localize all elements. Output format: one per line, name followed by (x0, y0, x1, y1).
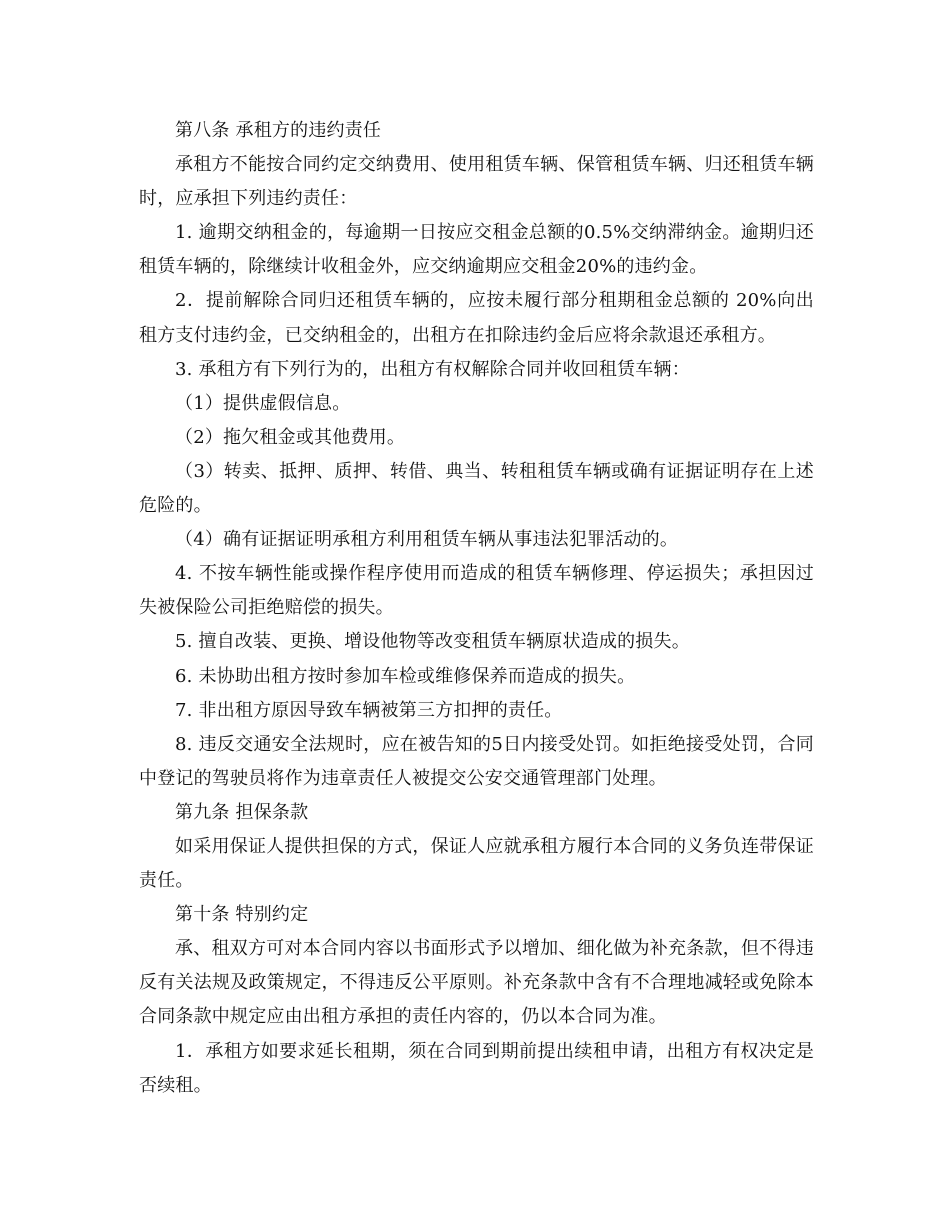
article-8-heading: 第八条 承租方的违约责任 (175, 120, 382, 141)
article-9-body: 如采用保证人提供担保的方式，保证人应就承租方履行本合同的义务负连带保证责任。 (139, 835, 814, 892)
article-10-body: 承、租双方可对本合同内容以书面形式予以增加、细化做为补充条款，但不得违反有关法规及政策规定，不得违反公平原则。补充条款中含有不合理地减轻或免除本合同条款中规定应由出租方承担的责任内容的，仍以本合同为准。 (139, 938, 814, 1028)
article-8-clause-6: 6. 未协助出租方按时参加车检或维修保养而造成的损失。 (175, 665, 636, 687)
article-8-intro: 承租方不能按合同约定交纳费用、使用租赁车辆、保管租赁车辆、归还租赁车辆时，应承担下列违约责任： (139, 154, 814, 210)
article-8-clause-3: 3. 承租方有下列行为的，出租方有权解除合同并收回租赁车辆： (175, 358, 690, 380)
article-10-clause-1: 1．承租方如要求延长租期，须在合同到期前提出续租申请，出租方有权决定是否续租。 (139, 1040, 814, 1096)
article-10-heading: 第十条 特别约定 (175, 904, 309, 926)
document-body (139, 114, 814, 1103)
article-8-clause-1: 1. 逾期交纳租金的，每逾期一日按应交租金总额的0.5%交纳滞纳金。逾期归还租赁车辆的，除继续计收租金外，应交纳逾期应交租金20%的违约金。 (139, 222, 814, 278)
article-8-clause-2: 2．提前解除合同归还租赁车辆的，应按未履行部分租期租金总额的 20%向出租方支付违约金，已交纳租金的，出租方在扣除违约金后应将余款退还承租方。 (139, 290, 814, 346)
article-8-clause-4: 4. 不按车辆性能或操作程序使用而造成的租赁车辆修理、停运损失；承担因过失被保险公司拒绝赔偿的损失。 (139, 563, 814, 619)
article-8-clause-3-sub-2: （2）拖欠租金或其他费用。 (175, 426, 406, 448)
article-8-clause-3-sub-4: （4）确有证据证明承租方利用租赁车辆从事违法犯罪活动的。 (175, 529, 679, 551)
article-8-clause-8: 8. 违反交通安全法规时，应在被告知的5日内接受处罚。如拒绝接受处罚，合同中登记的驾驶员将作为违章责任人被提交公安交通管理部门处理。 (139, 733, 814, 789)
article-8-clause-3-sub-1: （1）提供虚假信息。 (175, 392, 351, 414)
article-8-clause-3-sub-3: （3）转卖、抵押、质押、转借、典当、转租租赁车辆或确有证据证明存在上述危险的。 (139, 460, 814, 517)
article-8-clause-5: 5. 擅自改装、更换、增设他物等改变租赁车辆原状造成的损失。 (175, 631, 690, 653)
article-9-heading: 第九条 担保条款 (175, 801, 309, 823)
article-8-clause-7: 7. 非出租方原因导致车辆被第三方扣押的责任。 (175, 699, 563, 721)
